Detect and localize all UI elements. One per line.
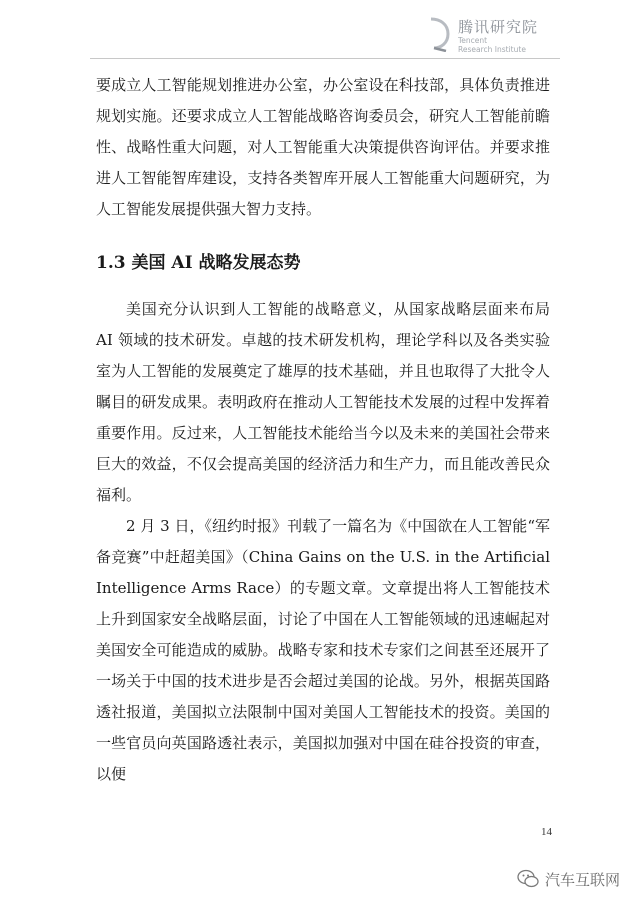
paragraph-2: 美国充分认识到人工智能的战略意义，从国家战略层面来布局 AI 领域的技术研发。卓越的技术研发机构，理论学科以及各类实验室为人工智能的发展奠定了雄厚的技术基础，并且也取得了大批令人瞩目的研发成果。表明政府在推动人工智能技术发展的过程中发挥着重要作用。反过来，人工智能技术能给当今以及未来的美国社会带来巨大的效益，不仅会提高美国的经济活力和生产力，而且能改善民众福利。	[96, 300, 550, 504]
section-title: 1.3 美国 AI 战略发展态势	[96, 253, 301, 273]
logo-chinese-name: 腾讯研究院	[458, 18, 539, 36]
wechat-watermark	[517, 867, 620, 891]
paragraph-1: 要成立人工智能规划推进办公室，办公室设在科技部，具体负责推进规划实施。还要求成立人工智能战略咨询委员会，研究人工智能前瞻性、战略性重大问题，对人工智能重大决策提供咨询评估。并要求推进人工智能智库建设，支持各类智库开展人工智能重大问题研究，为人工智能发展提供强大智力支持。	[96, 76, 550, 218]
page-number: 14	[541, 826, 552, 838]
document-body	[96, 70, 550, 790]
wechat-icon	[517, 869, 539, 889]
wechat-account-name: 汽车互联网	[544, 870, 620, 889]
tencent-logo-icon	[426, 16, 452, 52]
paragraph-3: 2 月 3 日，《纽约时报》刊载了一篇名为《中国欲在人工智能“军备竞赛”中赶超美国》（China Gains on the U.S. in the Artificial Intelligence Arms Race）的专题文章。文章提出将人工智能技术上升到国家安全战略层面，讨论了中国在人工智能领域的迅速崛起对美国安全可能造成的威胁。战略专家和技术专家们之间甚至还展开了一场关于中国的技术进步是否会超过美国的论战。另外，根据英国路透社报道，美国拟立法限制中国对美国人工智能技术的投资。美国的一些官员向英国路透社表示，美国拟加强对中国在硅谷投资的审查，以便	[96, 517, 550, 783]
logo-english-line2: Research Institute	[458, 45, 526, 54]
logo-english-name	[458, 36, 526, 54]
header-divider	[90, 58, 560, 59]
logo-english-line1: Tencent	[458, 36, 488, 45]
header-logo	[420, 12, 560, 56]
